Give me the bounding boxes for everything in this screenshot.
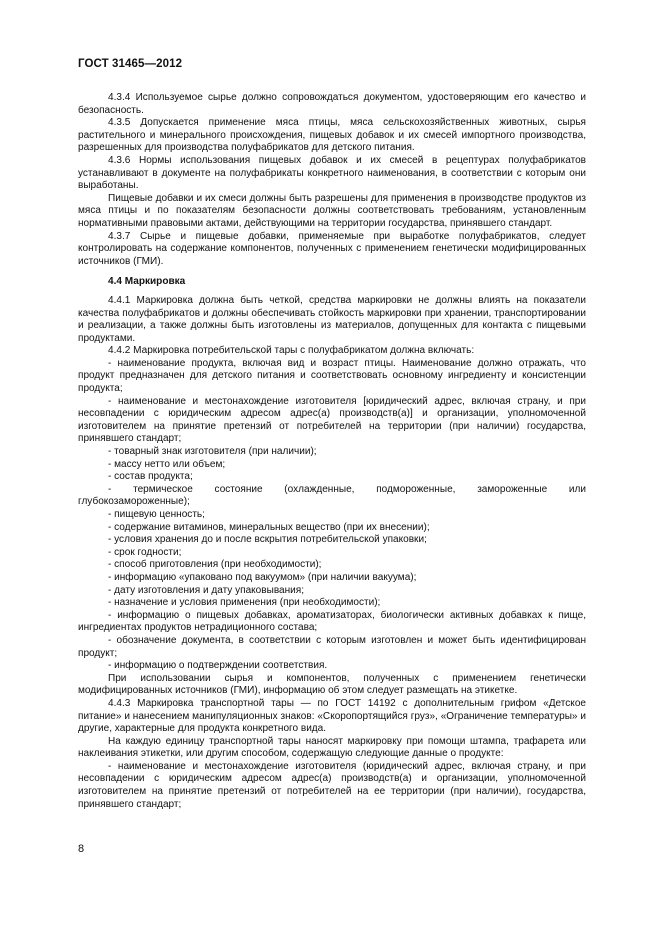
list-item: - обозначение документа, в соответствии с которым изготовлен и может быть идентифицирован продукт; [78, 634, 586, 659]
paragraph: 4.3.5 Допускается применение мяса птицы, мяса сельскохозяйственных животных, сырья растительного и минерального происхождения, пищевых добавок и их смесей импортного производства, разрешенных для производства полуфабрикатов для детского питания. [78, 117, 586, 154]
list-item: - товарный знак изготовителя (при наличии); [108, 446, 317, 458]
paragraph: 4.3.7 Сырье и пищевые добавки, применяемые при выработке полуфабрикатов, следует контролировать на содержание компонентов, полученных с применением генетически модифицированных источников (ГМИ). [78, 230, 586, 267]
list-item: - способ приготовления (при необходимости); [108, 559, 322, 571]
list-item: - информацию о подтверждении соответствия. [108, 660, 328, 672]
list-item: - наименование и местонахождение изготовителя (юридический адрес, включая страну, и при несовпадении с юридическим адресом адрес(а) производств(а) и организации, уполномоченной изготовителем на принятие претензий от потребителей на ее территории (при наличии), государства, принявшего стандарт; [78, 760, 586, 810]
list-item: - наименование продукта, включая вид и возраст птицы. Наименование должно отражать, что продукт предназначен для детского питания и соответствовать основному ингредиенту и консистенции продукта; [78, 357, 586, 395]
list-item: - назначение и условия применения (при необходимости); [108, 597, 381, 609]
paragraph: 4.3.6 Нормы использования пищевых добавок и их смесей в рецептурах полуфабрикатов устанавливают в документе на полуфабрикаты конкретного наименования, в соответствии с которым они выработаны. [78, 154, 586, 192]
paragraph: 4.3.4 Используемое сырье должно сопровождаться документом, удостоверяющим его качество и безопасность. [78, 92, 586, 116]
paragraph: 4.4.1 Маркировка должна быть четкой, средства маркировки не должны влиять на показатели качества полуфабрикатов и должны обеспечивать стойкость маркировки при хранении, транспортировании и реализации, а также должны быть изготовлены из материалов, допущенных для контакта с пищевыми продуктами. [78, 294, 586, 344]
list-item: - наименование и местонахождение изготовителя [юридический адрес, включая страну, и при несовпадении с юридическим адресом адрес(а) производств(а)] и организации, уполномоченной изготовителем на принятие претензий от потребителей на территории (при наличии) государства, принявшего стандарт; [78, 395, 586, 445]
paragraph: 4.4.2 Маркировка потребительской тары с полуфабрикатом должна включать: [108, 345, 475, 357]
list-item: - условия хранения до и после вскрытия потребительской упаковки; [108, 534, 427, 546]
list-item: - пищевую ценность; [108, 509, 205, 520]
paragraph: 4.4.3 Маркировка транспортной тары — по ГОСТ 14192 с дополнительным грифом «Детское питание» и нанесением манипуляционных знаков: «Скоропортящийся груз», «Ограничение температуры» и другие, характерные для продукта конкретного вида. [78, 697, 586, 735]
page-number: 8 [78, 843, 85, 855]
list-item: - содержание витаминов, минеральных вещество (при их внесении); [108, 521, 430, 533]
list-item: - дату изготовления и дату упаковывания; [108, 584, 305, 596]
paragraph: При использовании сырья и компонентов, полученных с применением генетически модифицированных источников (ГМИ), информацию об этом следует размещать на этикетке. [78, 672, 586, 697]
section-heading: 4.4 Маркировка [108, 276, 186, 288]
paragraph: Пищевые добавки и их смеси должны быть разрешены для применения в производстве продуктов из мяса птицы и по показателям безопасности должны соответствовать требованиям, установленным нормативными правовыми актами, действующими на территории государства, принявшего стандарт. [78, 192, 586, 229]
list-item: - термическое состояние (охлажденные, подмороженные, замороженные или глубокозамороженные); [78, 483, 586, 508]
document-header: ГОСТ 31465—2012 [78, 58, 183, 70]
list-item: - срок годности; [108, 546, 182, 558]
list-item: - массу нетто или объем; [108, 458, 226, 470]
list-item: - информацию о пищевых добавках, ароматизаторах, биологически активных добавках к пище, ингредиентах продуктов нетрадиционного состава; [78, 609, 586, 634]
list-item: - информацию «упаковано под вакуумом» (при наличии вакуума); [108, 571, 417, 583]
document-body [78, 92, 586, 811]
list-item: - состав продукта; [108, 471, 193, 483]
paragraph: На каждую единицу транспортной тары наносят маркировку при помощи штампа, трафарета или наклеивания этикетки, или другим способом, содержащую следующие данные о продукте: [78, 735, 586, 760]
